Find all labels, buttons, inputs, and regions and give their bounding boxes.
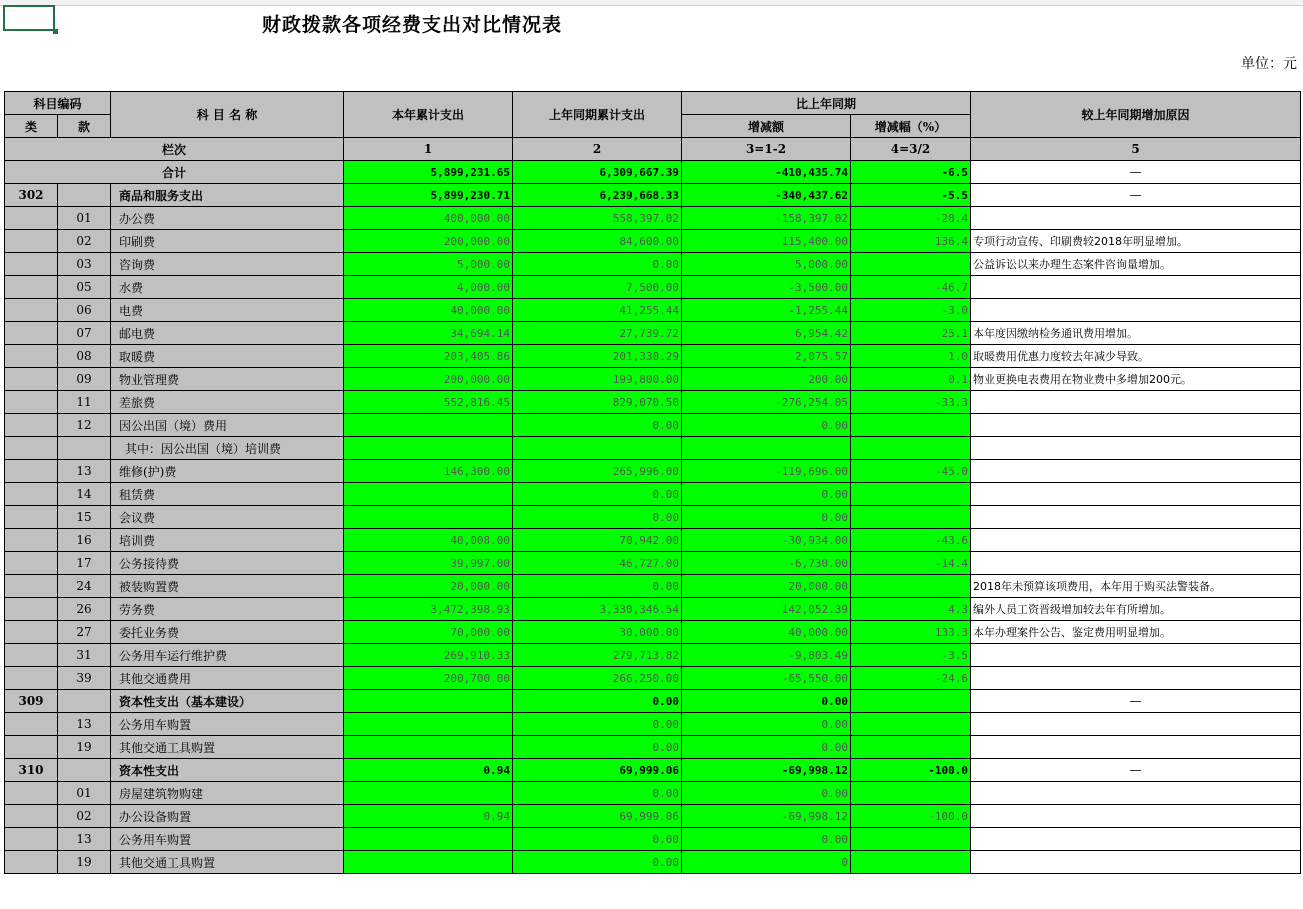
cell-lei[interactable] <box>5 805 58 828</box>
index-c2[interactable]: 2 <box>513 138 682 161</box>
cell-kuan[interactable]: 24 <box>58 575 111 598</box>
table-row <box>5 368 1301 391</box>
cell-reason[interactable] <box>971 529 1301 552</box>
cell-name[interactable]: 被装购置费 <box>111 575 344 598</box>
cell-lei[interactable] <box>5 506 58 529</box>
index-c5[interactable]: 5 <box>971 138 1301 161</box>
cell-rate[interactable]: -24.6 <box>851 667 971 690</box>
cell-name[interactable]: 办公费 <box>111 207 344 230</box>
table-row <box>5 575 1301 598</box>
cell-rate[interactable]: -43.6 <box>851 529 971 552</box>
cell-reason[interactable]: — <box>971 184 1301 207</box>
cell-reason[interactable] <box>971 437 1301 460</box>
cell-kuan[interactable]: 27 <box>58 621 111 644</box>
cell-lei[interactable] <box>5 736 58 759</box>
cell-cur[interactable]: 40,000.00 <box>344 299 513 322</box>
cell-prev[interactable]: 7,500.00 <box>513 276 682 299</box>
cell-prev[interactable]: 27,739.72 <box>513 322 682 345</box>
cell-kuan[interactable] <box>58 759 111 782</box>
cell-reason[interactable]: 专项行动宣传、印刷费较2018年明显增加。 <box>971 230 1301 253</box>
cell-kuan[interactable]: 16 <box>58 529 111 552</box>
cell-kuan[interactable]: 26 <box>58 598 111 621</box>
cell-reason[interactable] <box>971 851 1301 874</box>
cell-rate[interactable] <box>851 506 971 529</box>
cell-rate[interactable] <box>851 851 971 874</box>
cell-kuan[interactable]: 31 <box>58 644 111 667</box>
cell-rate[interactable]: 4.3 <box>851 598 971 621</box>
cell-name[interactable]: 其他交通费用 <box>111 667 344 690</box>
cell-rate[interactable] <box>851 828 971 851</box>
cell-lei[interactable] <box>5 851 58 874</box>
cell-rate[interactable] <box>851 437 971 460</box>
cell-lei[interactable] <box>5 552 58 575</box>
table-row <box>5 322 1301 345</box>
header-compare[interactable]: 比上年同期 <box>682 92 971 115</box>
cell-prev[interactable]: 265,996.00 <box>513 460 682 483</box>
cell-prev[interactable]: 829,070.50 <box>513 391 682 414</box>
cell-rate[interactable] <box>851 414 971 437</box>
cell-reason[interactable]: 取暖费用优惠力度较去年减少导致。 <box>971 345 1301 368</box>
cell-reason[interactable] <box>971 414 1301 437</box>
cell-diff[interactable]: -410,435.74 <box>682 161 851 184</box>
cell-reason[interactable] <box>971 299 1301 322</box>
cell-reason[interactable] <box>971 644 1301 667</box>
cell-reason[interactable]: 公益诉讼以来办理生态案件咨询量增加。 <box>971 253 1301 276</box>
cell-cur[interactable]: 400,000.00 <box>344 207 513 230</box>
cell-cur[interactable]: 146,300.00 <box>344 460 513 483</box>
cell-kuan[interactable]: 13 <box>58 828 111 851</box>
table-row <box>5 391 1301 414</box>
category-row <box>5 759 1301 782</box>
cell-lei[interactable] <box>5 345 58 368</box>
cell-prev[interactable]: 6,309,667.39 <box>513 161 682 184</box>
cell-name[interactable]: 商品和服务支出 <box>111 184 344 207</box>
cell-reason[interactable]: — <box>971 690 1301 713</box>
cell-diff[interactable]: 200.00 <box>682 368 851 391</box>
cell-kuan[interactable]: 01 <box>58 207 111 230</box>
cell-diff[interactable]: 0.00 <box>682 414 851 437</box>
cell-lei[interactable] <box>5 529 58 552</box>
cell-cur[interactable]: 4,000.00 <box>344 276 513 299</box>
table-row <box>5 851 1301 874</box>
cell-diff[interactable]: -3,500.00 <box>682 276 851 299</box>
cell-rate[interactable] <box>851 736 971 759</box>
cell-prev[interactable]: 69,999.06 <box>513 759 682 782</box>
cell-diff[interactable]: -1,255.44 <box>682 299 851 322</box>
cell-rate[interactable] <box>851 690 971 713</box>
cell-reason[interactable]: 编外人员工资晋级增加较去年有所增加。 <box>971 598 1301 621</box>
table-row <box>5 345 1301 368</box>
table-row <box>5 437 1301 460</box>
cell-rate[interactable]: -5.5 <box>851 184 971 207</box>
cell-prev[interactable]: 70,942.00 <box>513 529 682 552</box>
cell-rate[interactable]: -6.5 <box>851 161 971 184</box>
table-row <box>5 460 1301 483</box>
cell-prev[interactable]: 0.00 <box>513 782 682 805</box>
cell-prev[interactable]: 0.00 <box>513 506 682 529</box>
cell-cur[interactable] <box>344 851 513 874</box>
cell-reason[interactable]: — <box>971 161 1301 184</box>
cell-lei[interactable]: 310 <box>5 759 58 782</box>
cell-cur[interactable]: 34,694.14 <box>344 322 513 345</box>
cell-reason[interactable] <box>971 805 1301 828</box>
cell-kuan[interactable]: 03 <box>58 253 111 276</box>
cell-lei[interactable] <box>5 782 58 805</box>
cell-cur[interactable] <box>344 713 513 736</box>
cell-kuan[interactable]: 17 <box>58 552 111 575</box>
cell-lei[interactable] <box>5 276 58 299</box>
cell-name[interactable]: 资本性支出 <box>111 759 344 782</box>
cell-cur[interactable]: 3,472,398.93 <box>344 598 513 621</box>
cell-name[interactable]: 印刷费 <box>111 230 344 253</box>
cell-reason[interactable] <box>971 552 1301 575</box>
cell-lei[interactable] <box>5 667 58 690</box>
cell-cur[interactable] <box>344 782 513 805</box>
cell-prev[interactable]: 0.00 <box>513 851 682 874</box>
table-row <box>5 299 1301 322</box>
cell-kuan[interactable]: 06 <box>58 299 111 322</box>
cell-prev[interactable]: 0.00 <box>513 736 682 759</box>
cell-name[interactable]: 委托业务费 <box>111 621 344 644</box>
cell-kuan[interactable]: 07 <box>58 322 111 345</box>
header-reason[interactable]: 较上年同期增加原因 <box>971 92 1301 138</box>
cell-kuan[interactable]: 01 <box>58 782 111 805</box>
cell-diff[interactable]: 5,000.00 <box>682 253 851 276</box>
cell-diff[interactable]: 0.00 <box>682 506 851 529</box>
cell-prev[interactable] <box>513 437 682 460</box>
cell-diff[interactable]: 0.00 <box>682 690 851 713</box>
cell-diff[interactable]: -30,934.00 <box>682 529 851 552</box>
cell-cur[interactable]: 5,899,230.71 <box>344 184 513 207</box>
cell-name[interactable]: 因公出国（境）费用 <box>111 414 344 437</box>
cell-rate[interactable]: -46.7 <box>851 276 971 299</box>
fill-handle[interactable] <box>53 29 58 34</box>
cell-reason[interactable] <box>971 276 1301 299</box>
cell-rate[interactable]: 133.3 <box>851 621 971 644</box>
cell-prev[interactable]: 279,713.82 <box>513 644 682 667</box>
cell-reason[interactable]: 本年办理案件公告、鉴定费用明显增加。 <box>971 621 1301 644</box>
cell-diff[interactable]: 0.00 <box>682 782 851 805</box>
cell-cur[interactable]: 5,000.00 <box>344 253 513 276</box>
cell-kuan[interactable]: 15 <box>58 506 111 529</box>
cell-name[interactable]: 租赁费 <box>111 483 344 506</box>
cell-reason[interactable] <box>971 667 1301 690</box>
sheet-title: 财政拨款各项经费支出对比情况表 <box>262 14 563 36</box>
cell-lei[interactable] <box>5 644 58 667</box>
cell-cur[interactable]: 20,000.00 <box>344 575 513 598</box>
cell-rate[interactable] <box>851 483 971 506</box>
table-row <box>5 276 1301 299</box>
cell-diff[interactable]: -119,696.00 <box>682 460 851 483</box>
column-header-strip <box>0 0 1303 6</box>
cell-prev[interactable]: 3,330,346.54 <box>513 598 682 621</box>
cell-kuan[interactable]: 19 <box>58 736 111 759</box>
cell-kuan[interactable] <box>58 184 111 207</box>
cell-diff[interactable]: 0.00 <box>682 713 851 736</box>
table-row <box>5 552 1301 575</box>
cell-diff[interactable]: -340,437.62 <box>682 184 851 207</box>
cell-name[interactable]: 办公设备购置 <box>111 805 344 828</box>
cell-kuan[interactable]: 19 <box>58 851 111 874</box>
cell-prev[interactable]: 558,397.02 <box>513 207 682 230</box>
cell-rate[interactable]: -100.0 <box>851 759 971 782</box>
category-row <box>5 184 1301 207</box>
cell-diff[interactable]: -6,730.00 <box>682 552 851 575</box>
table-row <box>5 529 1301 552</box>
cell-name[interactable]: 其他交通工具购置 <box>111 851 344 874</box>
table-row <box>5 598 1301 621</box>
cell-cur[interactable]: 269,910.33 <box>344 644 513 667</box>
cell-name[interactable]: 培训费 <box>111 529 344 552</box>
cell-selection-box[interactable] <box>3 5 55 31</box>
cell-diff[interactable]: 0 <box>682 851 851 874</box>
header-kuan[interactable]: 款 <box>58 115 111 138</box>
cell-kuan[interactable]: 09 <box>58 368 111 391</box>
cell-lei[interactable] <box>5 713 58 736</box>
index-label[interactable]: 栏次 <box>5 138 344 161</box>
cell-kuan[interactable]: 02 <box>58 230 111 253</box>
cell-reason[interactable]: — <box>971 759 1301 782</box>
cell-diff[interactable]: 0.00 <box>682 828 851 851</box>
cell-kuan[interactable]: 05 <box>58 276 111 299</box>
cell-prev[interactable]: 0.00 <box>513 575 682 598</box>
cell-prev[interactable]: 199,800.00 <box>513 368 682 391</box>
cell-reason[interactable] <box>971 207 1301 230</box>
cell-lei[interactable] <box>5 299 58 322</box>
cell-lei[interactable] <box>5 621 58 644</box>
cell-lei[interactable] <box>5 828 58 851</box>
cell-rate[interactable]: -100.0 <box>851 805 971 828</box>
cell-cur[interactable]: 39,997.00 <box>344 552 513 575</box>
header-cur[interactable]: 本年累计支出 <box>344 92 513 138</box>
total-label[interactable]: 合计 <box>5 161 344 184</box>
cell-prev[interactable]: 0.00 <box>513 713 682 736</box>
cell-name[interactable]: 房屋建筑物购建 <box>111 782 344 805</box>
index-c3[interactable]: 3=1-2 <box>682 138 851 161</box>
cell-name[interactable]: 公务用车运行维护费 <box>111 644 344 667</box>
table-row <box>5 667 1301 690</box>
table-row <box>5 230 1301 253</box>
table-row <box>5 621 1301 644</box>
cell-prev[interactable]: 266,250.00 <box>513 667 682 690</box>
cell-cur[interactable] <box>344 437 513 460</box>
cell-cur[interactable]: 200,000.00 <box>344 368 513 391</box>
cell-lei[interactable]: 302 <box>5 184 58 207</box>
cell-diff[interactable]: 20,000.00 <box>682 575 851 598</box>
table-row <box>5 506 1301 529</box>
cell-diff[interactable]: 6,954.42 <box>682 322 851 345</box>
cell-cur[interactable]: 200,700.00 <box>344 667 513 690</box>
cell-rate[interactable]: -14.4 <box>851 552 971 575</box>
cell-diff[interactable]: 2,075.57 <box>682 345 851 368</box>
header-lei[interactable]: 类 <box>5 115 58 138</box>
cell-rate[interactable]: -3.0 <box>851 299 971 322</box>
cell-prev[interactable]: 6,239,668.33 <box>513 184 682 207</box>
cell-lei[interactable] <box>5 437 58 460</box>
header-code[interactable]: 科目编码 <box>5 92 111 115</box>
header-name[interactable]: 科 目 名 称 <box>111 92 344 138</box>
cell-diff[interactable]: -158,397.02 <box>682 207 851 230</box>
cell-name[interactable]: 劳务费 <box>111 598 344 621</box>
table-row <box>5 207 1301 230</box>
cell-diff[interactable]: -276,254.05 <box>682 391 851 414</box>
cell-rate[interactable] <box>851 253 971 276</box>
unit-label: 单位：元 <box>1241 56 1297 72</box>
cell-diff[interactable]: -65,550.00 <box>682 667 851 690</box>
cell-prev[interactable]: 0.00 <box>513 414 682 437</box>
cell-reason[interactable] <box>971 483 1301 506</box>
cell-kuan[interactable]: 13 <box>58 713 111 736</box>
cell-name[interactable]: 维修(护)费 <box>111 460 344 483</box>
cell-name[interactable]: 其他交通工具购置 <box>111 736 344 759</box>
cell-name[interactable]: 会议费 <box>111 506 344 529</box>
cell-lei[interactable] <box>5 368 58 391</box>
cell-cur[interactable]: 5,899,231.65 <box>344 161 513 184</box>
cell-cur[interactable] <box>344 506 513 529</box>
cell-rate[interactable] <box>851 713 971 736</box>
cell-cur[interactable]: 200,000.00 <box>344 230 513 253</box>
cell-cur[interactable]: 40,008.00 <box>344 529 513 552</box>
cell-name[interactable]: 水费 <box>111 276 344 299</box>
table-row <box>5 713 1301 736</box>
cell-cur[interactable]: 552,816.45 <box>344 391 513 414</box>
cell-prev[interactable]: 201,330.29 <box>513 345 682 368</box>
cell-prev[interactable]: 41,255.44 <box>513 299 682 322</box>
cell-prev[interactable]: 0.00 <box>513 690 682 713</box>
cell-name[interactable]: 公务接待费 <box>111 552 344 575</box>
cell-reason[interactable] <box>971 713 1301 736</box>
table-row <box>5 253 1301 276</box>
cell-kuan[interactable]: 08 <box>58 345 111 368</box>
header-diff[interactable]: 增减额 <box>682 115 851 138</box>
cell-prev[interactable]: 0.00 <box>513 253 682 276</box>
table-row <box>5 414 1301 437</box>
cell-cur[interactable]: 0.94 <box>344 759 513 782</box>
cell-reason[interactable] <box>971 828 1301 851</box>
cell-kuan[interactable]: 14 <box>58 483 111 506</box>
table-row <box>5 805 1301 828</box>
cell-prev[interactable]: 0.00 <box>513 483 682 506</box>
cell-lei[interactable] <box>5 575 58 598</box>
cell-reason[interactable] <box>971 460 1301 483</box>
cell-kuan[interactable]: 39 <box>58 667 111 690</box>
table-row <box>5 736 1301 759</box>
cell-name[interactable]: 咨询费 <box>111 253 344 276</box>
table-row <box>5 483 1301 506</box>
cell-lei[interactable] <box>5 460 58 483</box>
cell-diff[interactable]: -9,803.49 <box>682 644 851 667</box>
cell-rate[interactable]: -45.0 <box>851 460 971 483</box>
cell-lei[interactable] <box>5 391 58 414</box>
cell-rate[interactable]: -3.5 <box>851 644 971 667</box>
cell-lei[interactable] <box>5 207 58 230</box>
cell-rate[interactable] <box>851 782 971 805</box>
category-row <box>5 690 1301 713</box>
cell-name[interactable]: 电费 <box>111 299 344 322</box>
cell-diff[interactable]: -69,998.12 <box>682 759 851 782</box>
cell-diff[interactable]: -69,998.12 <box>682 805 851 828</box>
cell-name[interactable]: 物业管理费 <box>111 368 344 391</box>
cell-cur[interactable] <box>344 736 513 759</box>
cell-rate[interactable]: -28.4 <box>851 207 971 230</box>
cell-rate[interactable]: 25.1 <box>851 322 971 345</box>
index-c4[interactable]: 4=3/2 <box>851 138 971 161</box>
cell-rate[interactable]: 0.1 <box>851 368 971 391</box>
cell-name[interactable]: 邮电费 <box>111 322 344 345</box>
cell-lei[interactable] <box>5 483 58 506</box>
cell-rate[interactable]: -33.3 <box>851 391 971 414</box>
cell-cur[interactable]: 0.94 <box>344 805 513 828</box>
cell-kuan[interactable] <box>58 437 111 460</box>
cell-kuan[interactable] <box>58 690 111 713</box>
cell-kuan[interactable]: 11 <box>58 391 111 414</box>
cell-reason[interactable]: 本年度因缴纳检务通讯费用增加。 <box>971 322 1301 345</box>
cell-kuan[interactable]: 02 <box>58 805 111 828</box>
cell-prev[interactable]: 84,600.00 <box>513 230 682 253</box>
cell-lei[interactable] <box>5 253 58 276</box>
cell-name[interactable]: 取暖费 <box>111 345 344 368</box>
cell-cur[interactable] <box>344 828 513 851</box>
cell-cur[interactable]: 70,000.00 <box>344 621 513 644</box>
cell-lei[interactable] <box>5 414 58 437</box>
cell-diff[interactable]: 0.00 <box>682 483 851 506</box>
cell-cur[interactable] <box>344 414 513 437</box>
cell-cur[interactable] <box>344 483 513 506</box>
cell-diff[interactable] <box>682 437 851 460</box>
cell-reason[interactable] <box>971 391 1301 414</box>
table-row <box>5 782 1301 805</box>
cell-lei[interactable] <box>5 598 58 621</box>
header-prev[interactable]: 上年同期累计支出 <box>513 92 682 138</box>
cell-name[interactable]: 其中：因公出国（境）培训费 <box>111 437 344 460</box>
cell-diff[interactable]: 115,400.00 <box>682 230 851 253</box>
cell-kuan[interactable]: 12 <box>58 414 111 437</box>
cell-reason[interactable] <box>971 736 1301 759</box>
table-row <box>5 644 1301 667</box>
cell-name[interactable]: 公务用车购置 <box>111 713 344 736</box>
cell-diff[interactable]: 40,000.00 <box>682 621 851 644</box>
total-row <box>5 161 1301 184</box>
header-rate[interactable]: 增减幅（%） <box>851 115 971 138</box>
cell-reason[interactable] <box>971 782 1301 805</box>
cell-diff[interactable]: 0.00 <box>682 736 851 759</box>
cell-name[interactable]: 公务用车购置 <box>111 828 344 851</box>
cell-lei[interactable]: 309 <box>5 690 58 713</box>
cell-prev[interactable]: 46,727.00 <box>513 552 682 575</box>
expense-table <box>4 91 1301 874</box>
cell-lei[interactable] <box>5 322 58 345</box>
cell-diff[interactable]: 142,052.39 <box>682 598 851 621</box>
cell-lei[interactable] <box>5 230 58 253</box>
index-c1[interactable]: 1 <box>344 138 513 161</box>
cell-name[interactable]: 差旅费 <box>111 391 344 414</box>
cell-rate[interactable] <box>851 575 971 598</box>
cell-prev[interactable]: 0.00 <box>513 828 682 851</box>
cell-cur[interactable]: 203,405.86 <box>344 345 513 368</box>
cell-cur[interactable] <box>344 690 513 713</box>
cell-name[interactable]: 资本性支出（基本建设） <box>111 690 344 713</box>
cell-rate[interactable]: 136.4 <box>851 230 971 253</box>
cell-reason[interactable]: 物业更换电表费用在物业费中多增加200元。 <box>971 368 1301 391</box>
cell-reason[interactable] <box>971 506 1301 529</box>
cell-prev[interactable]: 30,000.00 <box>513 621 682 644</box>
cell-rate[interactable]: 1.0 <box>851 345 971 368</box>
cell-prev[interactable]: 69,999.06 <box>513 805 682 828</box>
cell-kuan[interactable]: 13 <box>58 460 111 483</box>
cell-reason[interactable]: 2018年未预算该项费用，本年用于购买法警装备。 <box>971 575 1301 598</box>
table-row <box>5 828 1301 851</box>
